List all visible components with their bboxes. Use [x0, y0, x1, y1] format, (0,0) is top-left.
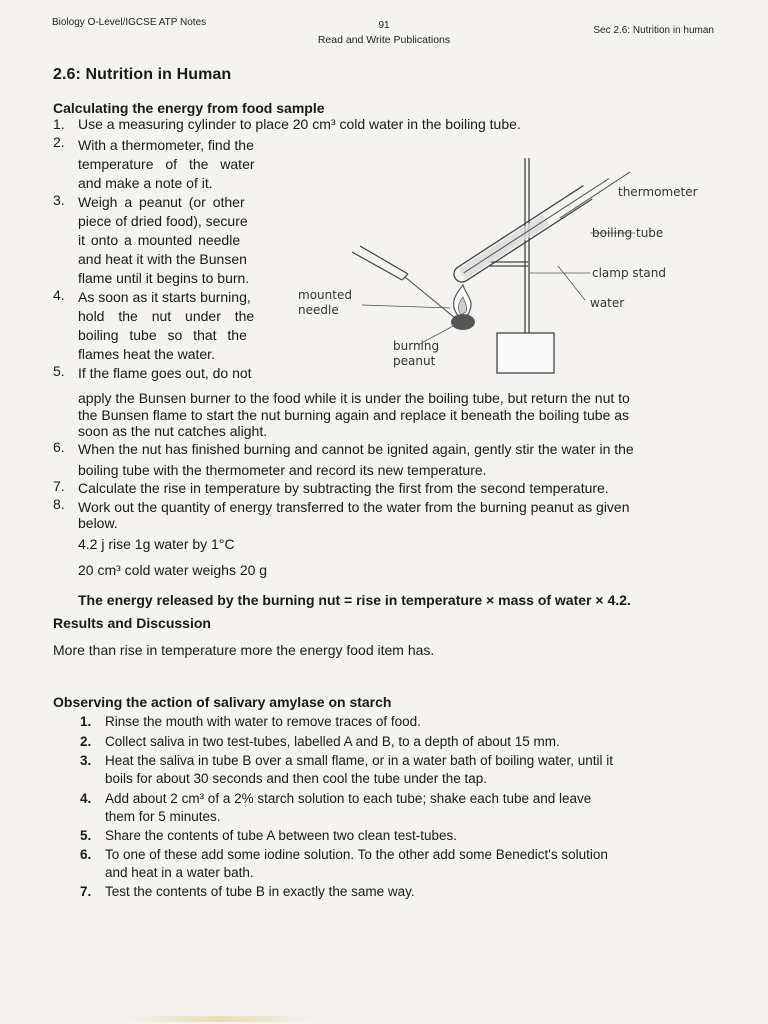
step-text: With a thermometer, find the [78, 137, 254, 153]
step-text: and heat it with the Bunsen [78, 251, 247, 267]
burning-peanut [451, 314, 475, 330]
step-text: boiling tube so that the [78, 327, 247, 343]
step-number: 1. [80, 714, 92, 729]
header-publisher: Read and Write Publications [317, 34, 451, 46]
label-clamp-stand: clamp stand [592, 266, 666, 280]
label-burning-peanut-2: peanut [393, 354, 436, 368]
step-text: As soon as it starts burning, [78, 289, 251, 305]
step-number: 6. [80, 847, 92, 862]
step-text: piece of dried food), secure [78, 213, 248, 229]
step-text: boiling tube with the thermometer and record its new temperature. [78, 462, 487, 478]
step-text: it onto a mounted needle [78, 232, 241, 248]
step-text: apply the Bunsen burner to the food while it is under the boiling tube, but return the nut to [78, 390, 630, 406]
page-edge-shadow [120, 1016, 320, 1022]
results-text: More than rise in temperature more the energy food item has. [53, 642, 435, 658]
step-text: Use a measuring cylinder to place 20 cm³ cold water in the boiling tube. [78, 116, 521, 132]
step-text: and heat in a water bath. [105, 865, 254, 880]
label-burning-peanut-1: burning [393, 339, 440, 353]
label-mounted-needle-1: mounted [298, 288, 352, 302]
step-text: flame until it begins to burn. [78, 270, 250, 286]
step-text: hold the nut under the [78, 308, 255, 324]
step-text: If the flame goes out, do not [78, 365, 252, 381]
step-number: 5. [53, 363, 65, 379]
step-text: To one of these add some iodine solution. To the other add some Benedict's solution [105, 847, 608, 862]
step-text: Share the contents of tube A between two clean test-tubes. [105, 828, 457, 843]
step-text: boils for about 30 seconds and then cool the tube under the tap. [105, 771, 488, 786]
step-text: Calculate the rise in temperature by subtracting the first from the second temperature. [78, 480, 609, 496]
experiment1-title: Calculating the energy from food sample [53, 100, 325, 116]
step-number: 3. [80, 753, 92, 768]
step-number: 3. [53, 192, 65, 208]
step-number: 8. [53, 496, 65, 512]
step-text: Collect saliva in two test-tubes, labelled A and B, to a depth of about 15 mm. [105, 734, 560, 749]
step-number: 4. [80, 791, 92, 806]
experiment2-title: Observing the action of salivary amylase on starch [53, 694, 392, 710]
step-text: Heat the saliva in tube B over a small flame, or in a water bath of boiling water, until it [105, 753, 614, 768]
formula-line: 4.2 j rise 1g water by 1°C [78, 536, 235, 552]
label-mounted-needle-2: needle [298, 303, 339, 317]
formula-line: 20 cm³ cold water weighs 20 g [78, 562, 268, 578]
header-book-title: Biology O-Level/IGCSE ATP Notes [52, 17, 207, 28]
boiling-tube [451, 172, 613, 285]
step-text: and make a note of it. [78, 175, 213, 191]
step-text: Rinse the mouth with water to remove traces of food. [105, 714, 421, 729]
label-boiling-tube: boiling tube [592, 226, 664, 240]
step-text: the Bunsen flame to start the nut burning again and replace it beneath the boiling tube as [78, 407, 630, 423]
header-section: Sec 2.6: Nutrition in human [593, 25, 714, 36]
clamp-stand-base [497, 333, 554, 373]
step-number: 2. [80, 734, 92, 749]
step-text: Work out the quantity of energy transferred to the water from the burning peanut as given [78, 499, 630, 515]
step-text: temperature of the water [78, 156, 255, 172]
apparatus-diagram [290, 150, 720, 375]
step-number: 5. [80, 828, 92, 843]
step-text: below. [78, 515, 118, 531]
step-number: 6. [53, 439, 65, 455]
step-text: Test the contents of tube B in exactly the same way. [105, 884, 415, 899]
step-text: Weigh a peanut (or other [78, 194, 245, 210]
step-text: soon as the nut catches alight. [78, 423, 268, 439]
step-text: flames heat the water. [78, 346, 215, 362]
header-page-number: 91 [378, 20, 390, 31]
step-number: 1. [53, 116, 65, 132]
step-number: 2. [53, 134, 65, 150]
step-text: When the nut has finished burning and cannot be ignited again, gently stir the water in the [78, 441, 634, 457]
label-thermometer: thermometer [618, 185, 698, 199]
step-text: them for 5 minutes. [105, 809, 221, 824]
step-number: 7. [80, 884, 92, 899]
step-text: Add about 2 cm³ of a 2% starch solution to each tube; shake each tube and leave [105, 791, 592, 806]
label-water: water [590, 296, 625, 310]
section-title: 2.6: Nutrition in Human [53, 66, 232, 83]
results-title: Results and Discussion [53, 615, 211, 631]
energy-formula: The energy released by the burning nut = rise in temperature × mass of water × 4.2. [78, 592, 631, 608]
step-number: 4. [53, 287, 65, 303]
mounted-needle [352, 246, 455, 318]
step-number: 7. [53, 478, 65, 494]
